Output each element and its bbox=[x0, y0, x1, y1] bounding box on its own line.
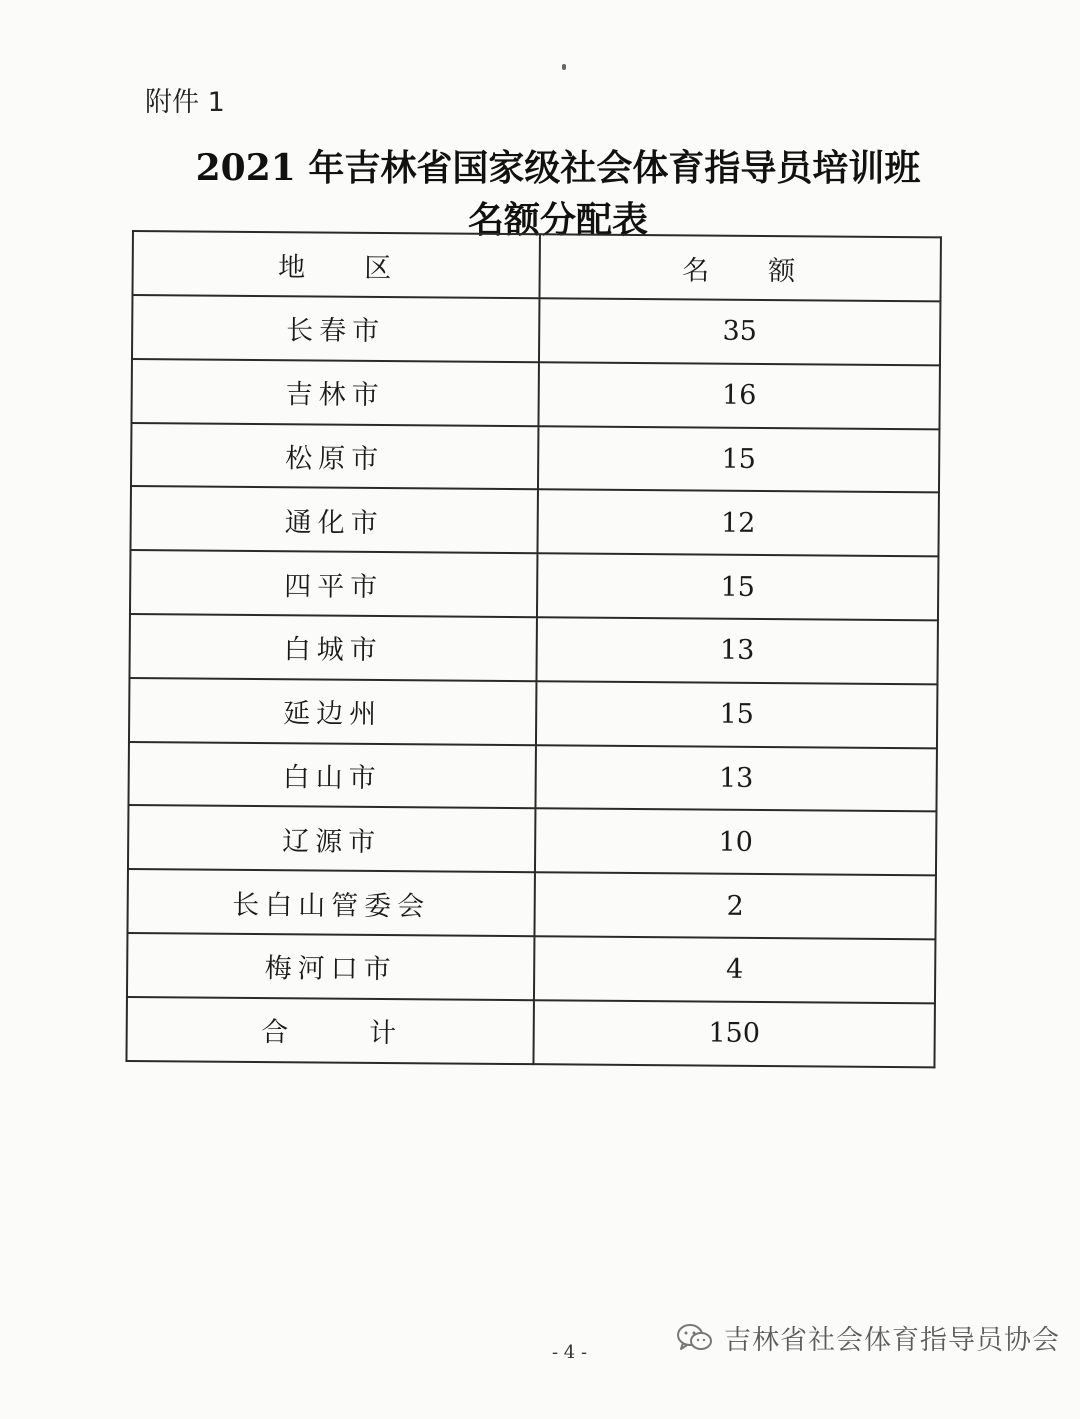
region-cell: 梅河口市 bbox=[127, 933, 534, 1000]
watermark-text: 吉林省社会体育指导员协会 bbox=[724, 1325, 1060, 1356]
region-cell: 吉林市 bbox=[131, 359, 538, 426]
quota-cell: 15 bbox=[538, 426, 939, 493]
total-label: 合 计 bbox=[126, 997, 533, 1064]
document-title-line-2: 名额分配表 bbox=[467, 199, 648, 241]
region-cell: 延边州 bbox=[129, 678, 536, 745]
quota-cell: 10 bbox=[535, 809, 936, 876]
quota-cell: 13 bbox=[535, 745, 936, 812]
table-row bbox=[129, 678, 937, 748]
table-row bbox=[129, 614, 937, 684]
page-number: - 4 - bbox=[552, 1342, 588, 1363]
quota-cell: 16 bbox=[538, 362, 939, 429]
region-cell: 白城市 bbox=[129, 614, 536, 681]
header-region: 地 区 bbox=[132, 231, 539, 298]
table-total-row bbox=[126, 997, 934, 1067]
region-cell: 辽源市 bbox=[128, 805, 535, 872]
quota-cell: 2 bbox=[534, 872, 935, 939]
table-row bbox=[132, 295, 940, 365]
region-cell: 松原市 bbox=[131, 423, 538, 490]
quota-cell: 15 bbox=[536, 681, 937, 748]
region-cell: 通化市 bbox=[130, 486, 537, 553]
paper-speck bbox=[562, 64, 566, 70]
region-cell: 四平市 bbox=[130, 550, 537, 617]
region-cell: 白山市 bbox=[128, 742, 535, 809]
table-row bbox=[128, 805, 936, 875]
quota-cell: 12 bbox=[537, 490, 938, 557]
quota-cell: 13 bbox=[536, 617, 937, 684]
quota-cell: 35 bbox=[539, 298, 940, 365]
quota-cell: 15 bbox=[537, 553, 938, 620]
attachment-label: 附件 1 bbox=[145, 87, 225, 118]
table-row bbox=[130, 486, 938, 556]
region-cell: 长春市 bbox=[132, 295, 539, 362]
table-row bbox=[130, 550, 938, 620]
table-row bbox=[128, 742, 936, 812]
watermark bbox=[676, 1318, 1060, 1357]
table-header-row bbox=[132, 231, 940, 301]
header-quota: 名 额 bbox=[539, 234, 940, 301]
total-quota: 150 bbox=[533, 1000, 934, 1067]
table-row bbox=[127, 869, 935, 939]
quota-allocation-table bbox=[125, 230, 942, 1068]
table-row bbox=[127, 933, 935, 1003]
document-title-line-1: 2021 年吉林省国家级社会体育指导员培训班 bbox=[195, 147, 921, 189]
table-row bbox=[131, 359, 939, 429]
quota-cell: 4 bbox=[534, 936, 935, 1003]
wechat-icon bbox=[676, 1323, 714, 1353]
region-cell: 长白山管委会 bbox=[127, 869, 534, 936]
table-row bbox=[131, 423, 939, 493]
